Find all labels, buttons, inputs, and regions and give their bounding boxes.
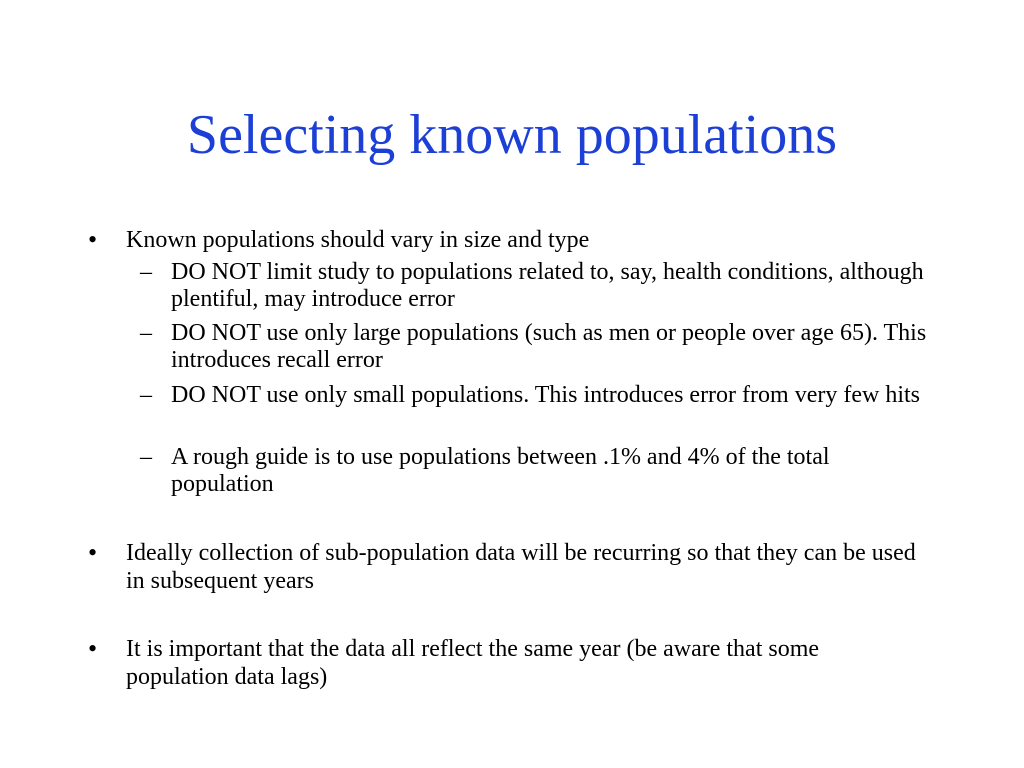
slide-title: Selecting known populations — [186, 104, 838, 166]
bullet-text: It is important that the data all reflect the same year (be aware that some population data lags) — [126, 636, 820, 690]
sub-text: A rough guide is to use populations between .1% and 4% of the total population — [171, 444, 830, 497]
bullet-text: Known populations should vary in size and type — [126, 227, 590, 253]
sub-text: DO NOT use only small populations. This introduces error from very few hits — [171, 382, 920, 408]
sub-marker: – — [140, 382, 152, 408]
sub-marker: – — [140, 259, 152, 285]
sub-text: DO NOT use only large populations (such as men or people over age 65). This introduces recall error — [171, 320, 927, 373]
sub-marker: – — [140, 444, 152, 470]
sub-marker: – — [140, 320, 152, 346]
sub-text: DO NOT limit study to populations related to, say, health conditions, although plentiful, may introduce error — [171, 259, 924, 312]
bullet-marker: • — [88, 538, 98, 567]
bullet-text: Ideally collection of sub-population data will be recurring so that they can be used in subsequent years — [126, 540, 916, 594]
bullet-marker: • — [88, 225, 98, 254]
bullet-marker: • — [88, 634, 98, 663]
